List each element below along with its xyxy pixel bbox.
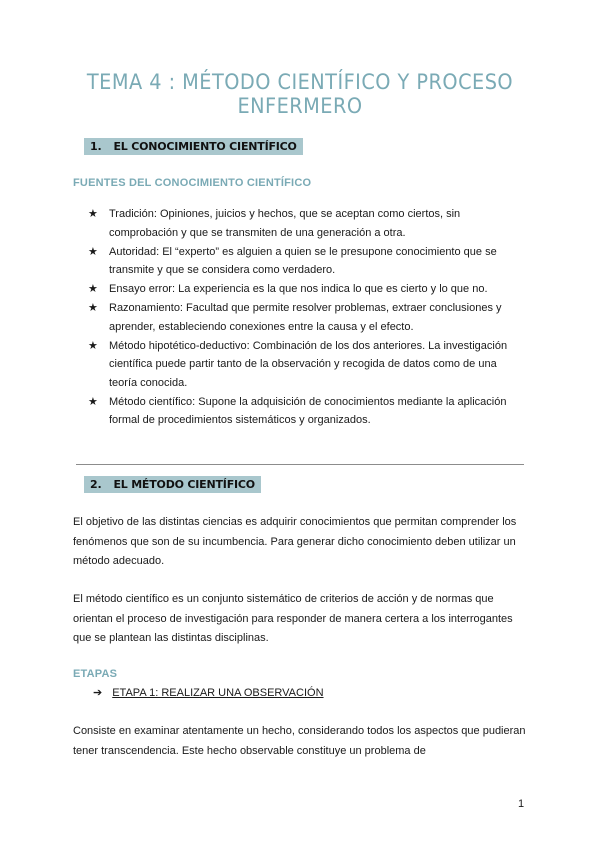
star-icon: ★ <box>88 395 98 408</box>
list-item-text: Razonamiento: Facultad que permite resolver problemas, extraer conclusiones y aprender, estableciendo conexiones entre la causa y el efecto. <box>109 302 502 333</box>
section-number: 2. <box>90 478 102 491</box>
list-item <box>88 205 518 242</box>
star-icon: ★ <box>88 339 98 352</box>
list-item <box>88 337 518 393</box>
page-title: TEMA 4 : MÉTODO CIENTÍFICO Y PROCESO ENFERMERO <box>86 70 514 118</box>
stages-subheading: ETAPAS <box>73 668 118 680</box>
list-item-text: Ensayo error: La experiencia es la que nos indica lo que es cierto y lo que no. <box>109 283 488 295</box>
page-number: 1 <box>518 798 525 810</box>
sources-list <box>88 205 518 430</box>
list-item-text: Tradición: Opiniones, juicios y hechos, que se aceptan como ciertos, sin comprobación y que se transmiten de una generación a otra. <box>109 208 461 239</box>
paragraph: El objetivo de las distintas ciencias es adquirir conocimientos que permitan comprender los fenómenos que son de su incumbencia. Para generar dicho conocimiento deben utilizar un método adecuado. <box>73 516 517 567</box>
list-item-text: Método científico: Supone la adquisición de conocimientos mediante la aplicación formal de procedimientos sistemáticos y organizados. <box>109 395 507 426</box>
section-divider <box>76 464 524 465</box>
section-heading-1 <box>84 138 303 155</box>
paragraph: Consiste en examinar atentamente un hecho, considerando todos los aspectos que pudieran tener transcendencia. Este hecho observable constituye un problema de <box>73 725 526 757</box>
list-item <box>88 299 518 336</box>
list-item-text: Autoridad: El “experto” es alguien a quien se le presupone conocimiento que se transmite y que se considera como verdadero. <box>109 245 497 276</box>
stage-label: ETAPA 1: REALIZAR UNA OBSERVACIÓN <box>112 687 324 699</box>
list-item <box>88 393 518 430</box>
section-title: EL MÉTODO CIENTÍFICO <box>113 478 255 491</box>
paragraph: El método científico es un conjunto sistemático de criterios de acción y de normas que orientan el proceso de investigación para responder de manera certera a los interrogantes que se plantean las distintas disciplinas. <box>73 593 513 644</box>
star-icon: ★ <box>88 283 98 295</box>
section-number: 1. <box>90 140 102 153</box>
list-item <box>88 243 518 280</box>
star-icon: ★ <box>88 302 98 314</box>
list-item <box>88 280 518 299</box>
section-title: EL CONOCIMIENTO CIENTÍFICO <box>113 140 297 153</box>
section-heading-2 <box>84 476 261 493</box>
sources-subheading: FUENTES DEL CONOCIMIENTO CIENTÍFICO <box>73 177 312 189</box>
list-item-text: Método hipotético-deductivo: Combinación de los dos anteriores. La investigación científica puede partir tanto de la observación y recogida de datos como de una teoría conocida. <box>109 339 508 389</box>
arrow-right-icon: ➔ <box>93 687 103 699</box>
stage-item <box>93 686 324 699</box>
star-icon: ★ <box>88 208 98 220</box>
star-icon: ★ <box>88 245 98 258</box>
